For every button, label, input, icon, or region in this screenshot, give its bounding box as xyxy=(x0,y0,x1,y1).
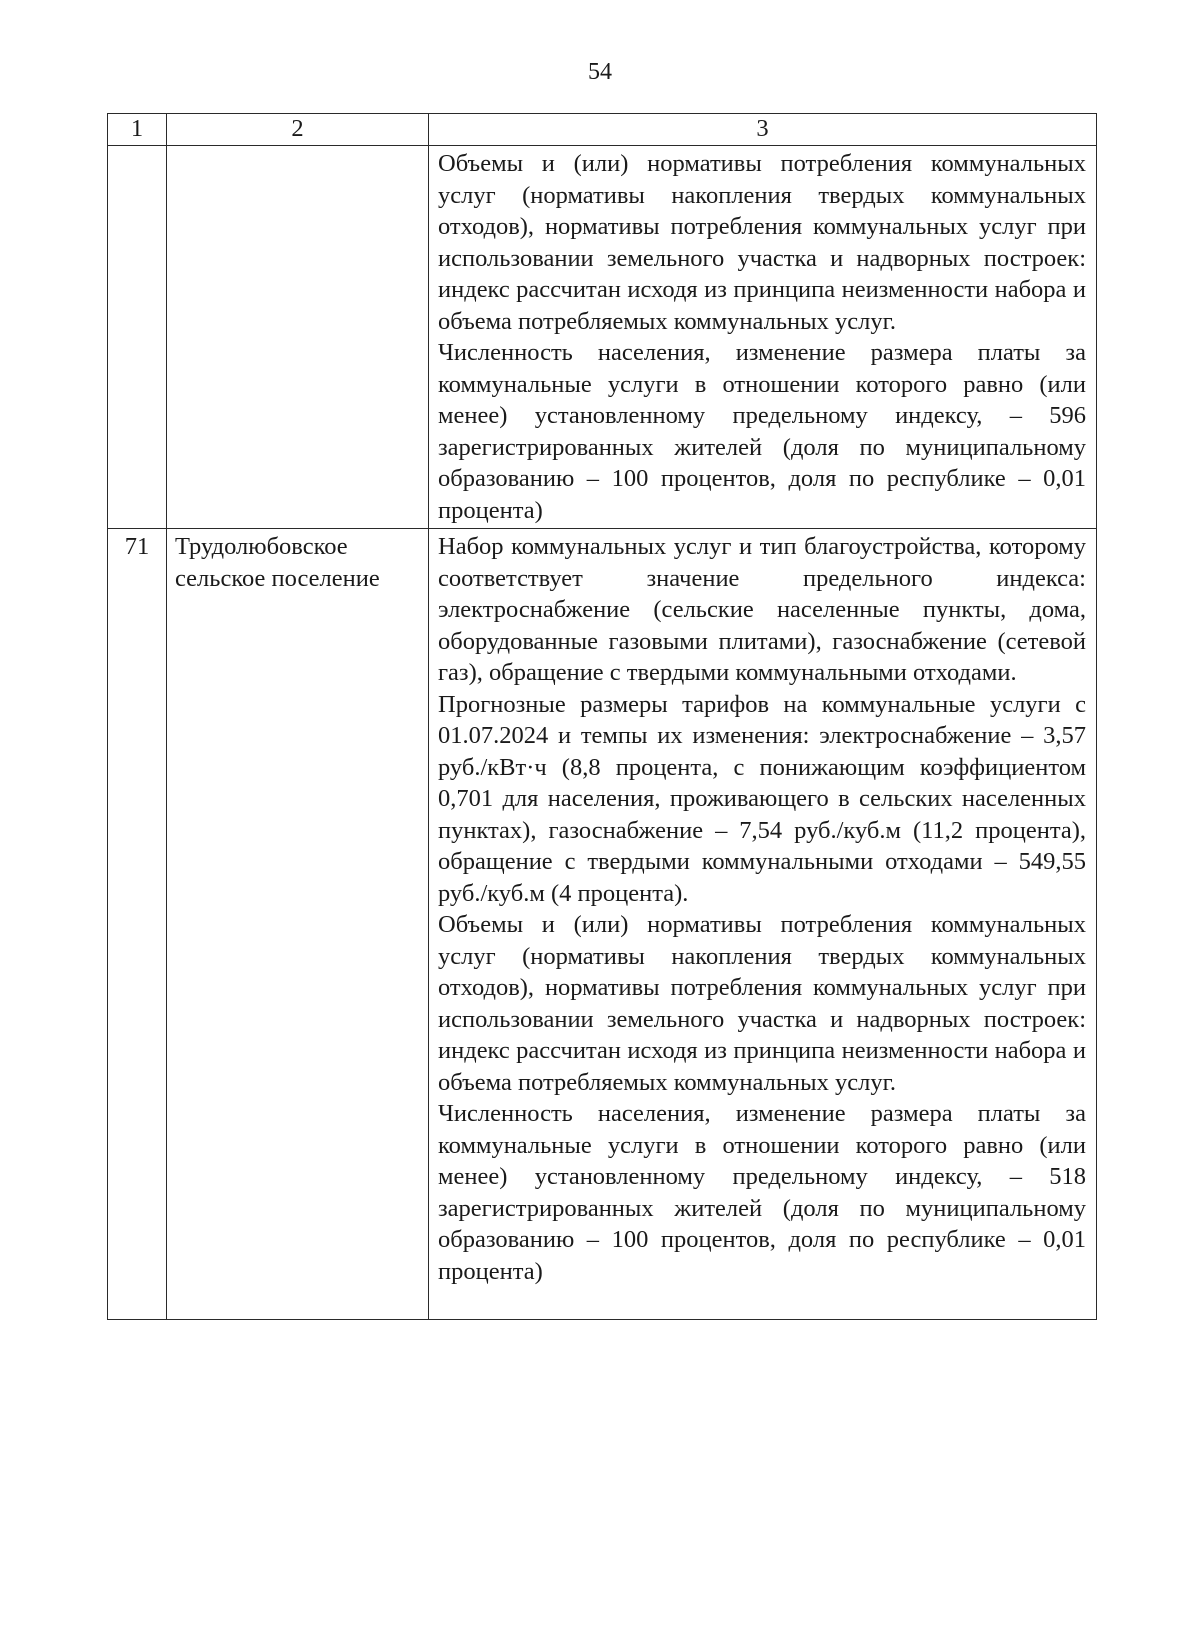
settlement-name-cell: Трудолюбовское сельское поселение xyxy=(167,529,429,1320)
page-number: 54 xyxy=(588,59,612,85)
description-cell xyxy=(429,529,1097,1320)
table-row xyxy=(108,146,1097,529)
column-header-1: 1 xyxy=(108,114,167,146)
row-number-cell: 71 xyxy=(108,529,167,1320)
column-header-3: 3 xyxy=(429,114,1097,146)
table-header-row xyxy=(108,114,1097,146)
description-paragraph: Численность населения, изменение размера платы за коммунальные услуги в отношении которого равно (или менее) установленному предельному индексу, – 518 зарегистрированных жителей (доля по муниципальному образованию – 100 процентов, доля по республике – 0,01 процента) xyxy=(438,1100,1086,1285)
document-table xyxy=(107,113,1097,1320)
description-paragraph: Объемы и (или) нормативы потребления коммунальных услуг (нормативы накопления твердых коммунальных отходов), нормативы потребления коммунальных услуг при использовании земельного участка и надворных построек: индекс рассчитан исходя из принципа неизменности набора и объема потребляемых коммунальных услуг. xyxy=(438,150,1086,335)
row-number-cell xyxy=(108,146,167,529)
description-paragraph: Объемы и (или) нормативы потребления коммунальных услуг (нормативы накопления твердых коммунальных отходов), нормативы потребления коммунальных услуг при использовании земельного участка и надворных построек: индекс рассчитан исходя из принципа неизменности набора и объема потребляемых коммунальных услуг. xyxy=(438,911,1086,1096)
table-row xyxy=(108,529,1097,1320)
column-header-2: 2 xyxy=(167,114,429,146)
description-cell xyxy=(429,146,1097,529)
description-paragraph: Прогнозные размеры тарифов на коммунальные услуги с 01.07.2024 и темпы их изменения: электроснабжение – 3,57 руб./кВт·ч (8,8 процента, с понижающим коэффициентом 0,701 для населения, проживающего в сельских населенных пунктах), газоснабжение – 7,54 руб./куб.м (11,2 процента), обращение с твердыми коммунальными отходами – 549,55 руб./куб.м (4 процента). xyxy=(438,690,1086,907)
description-paragraph: Численность населения, изменение размера платы за коммунальные услуги в отношении которого равно (или менее) установленному предельному индексу, – 596 зарегистрированных жителей (доля по муниципальному образованию – 100 процентов, доля по республике – 0,01 процента) xyxy=(438,339,1086,524)
description-paragraph: Набор коммунальных услуг и тип благоустройства, которому соответствует значение предельного индекса: электроснабжение (сельские населенные пункты, дома, оборудованные газовыми плитами), газоснабжение (сетевой газ), обращение с твердыми коммунальными отходами. xyxy=(438,533,1086,686)
settlement-name-cell xyxy=(167,146,429,529)
